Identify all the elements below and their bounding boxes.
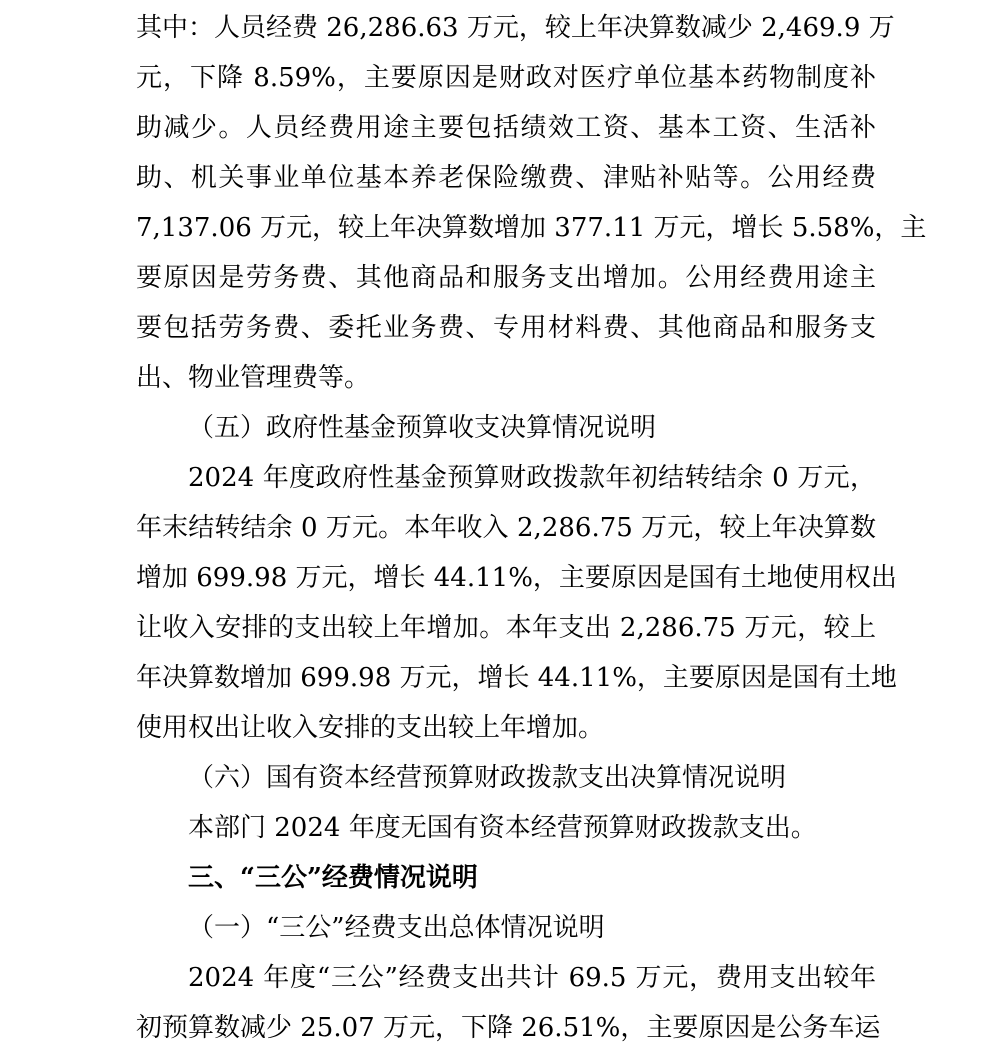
paragraph-line: 使用权出让收入安排的支出较上年增加。: [136, 713, 605, 743]
paragraph-line: 让收入安排的支出较上年增加。本年支出 2,286.75 万元，较上: [136, 613, 876, 643]
paragraph-line: 2024 年度政府性基金预算财政拨款年初结转结余 0 万元，: [188, 463, 876, 493]
paragraph-line: 2024 年度“三公”经费支出共计 69.5 万元，费用支出较年: [188, 963, 876, 993]
paragraph-line: 年决算数增加 699.98 万元，增长 44.11%，主要原因是国有土地: [136, 663, 897, 693]
section-heading-6: （六）国有资本经营预算财政拨款支出决算情况说明: [188, 763, 787, 793]
paragraph-line: 本部门 2024 年度无国有资本经营预算财政拨款支出。: [188, 813, 817, 843]
paragraph-line: 助、机关事业单位基本养老保险缴费、津贴补贴等。公用经费: [136, 163, 876, 193]
paragraph-line: 增加 699.98 万元，增长 44.11%，主要原因是国有土地使用权出: [136, 563, 897, 593]
paragraph-line: 7,137.06 万元，较上年决算数增加 377.11 万元，增长 5.58%，主: [136, 213, 927, 243]
paragraph-line: 要包括劳务费、委托业务费、专用材料费、其他商品和服务支: [136, 313, 876, 343]
paragraph-line: 初预算数减少 25.07 万元，下降 26.51%，主要原因是公务车运: [136, 1013, 881, 1043]
section-heading-3-1: （一）“三公”经费支出总体情况说明: [188, 913, 605, 943]
paragraph-line: 元，下降 8.59%，主要原因是财政对医疗单位基本药物制度补: [136, 63, 876, 93]
paragraph-line: 出、物业管理费等。: [136, 363, 371, 393]
paragraph-line: 要原因是劳务费、其他商品和服务支出增加。公用经费用途主: [136, 263, 876, 293]
section-heading-3: 三、“三公”经费情况说明: [188, 863, 478, 893]
paragraph-line: 其中：人员经费 26,286.63 万元，较上年决算数减少 2,469.9 万: [136, 13, 895, 43]
paragraph-line: 年末结转结余 0 万元。本年收入 2,286.75 万元，较上年决算数: [136, 513, 876, 543]
section-heading-5: （五）政府性基金预算收支决算情况说明: [188, 413, 657, 443]
paragraph-line: 助减少。人员经费用途主要包括绩效工资、基本工资、生活补: [136, 113, 876, 143]
